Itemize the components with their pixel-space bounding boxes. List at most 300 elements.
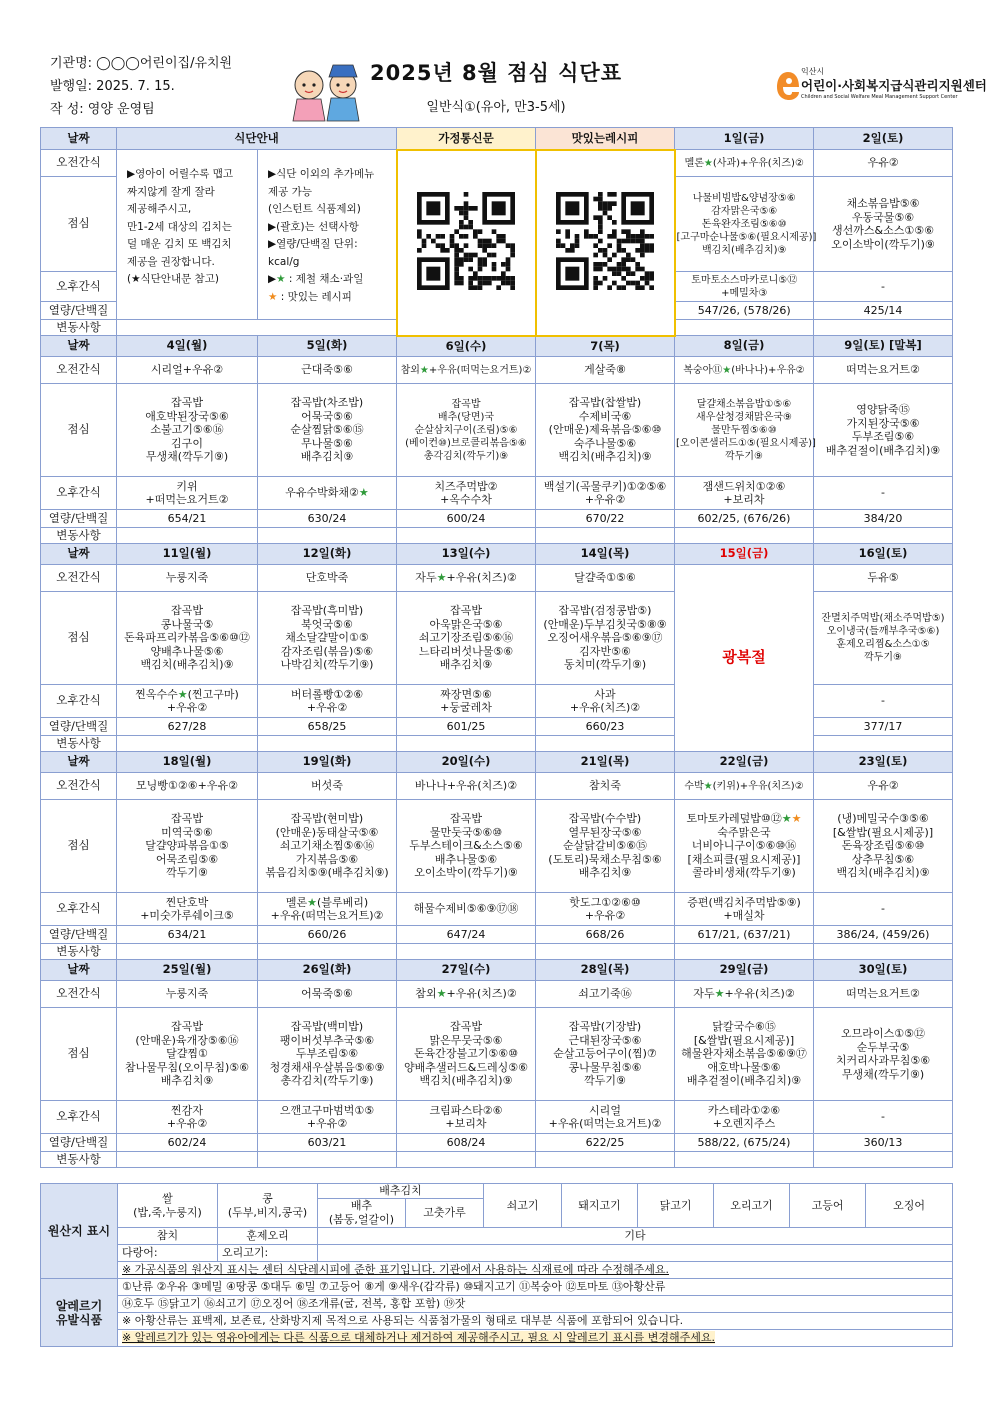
day-cal: 384/20 <box>814 510 953 528</box>
menu-line: 잡곡밥 <box>171 396 203 410</box>
menu-line: 잔멸치주먹밥(채소주먹밥⑤) <box>821 613 945 624</box>
day-pm <box>117 685 258 718</box>
day-am: 자두★+우유(치즈)② <box>675 981 814 1008</box>
menu-line: 김구이 <box>171 436 203 450</box>
menu-line: +미숫가루쉐이크⑤ <box>140 909 234 922</box>
day-am: 우유② <box>814 773 953 800</box>
day-lunch <box>675 800 814 893</box>
letter-header: 가정통신문 <box>397 128 536 150</box>
menu-line: 치즈주먹밥② <box>434 479 498 493</box>
logo-city: 익산시 <box>801 67 825 76</box>
row-label-change: 변동사항 <box>41 320 117 336</box>
day-lunch <box>258 384 397 477</box>
date-header-row <box>41 752 953 773</box>
menu-line: 찐감자 <box>171 1103 203 1117</box>
day-header: 14일(목) <box>536 544 675 565</box>
allergy-line3: ※ 아황산류는 표백제, 보존료, 산화방지제 목적으로 사용되는 식품첨가물의 형태로 대부분 식품에 포함되어 있습니다. <box>118 1313 953 1330</box>
menu-line: 무생채(깍두기⑨) <box>145 450 229 464</box>
menu-line: 애호박된장국⑤⑥ <box>145 409 229 423</box>
origin-pork: 돼지고기 <box>562 1184 638 1228</box>
day-change <box>117 528 258 544</box>
menu-line: (안매운)두부김칫국⑤⑧⑨ <box>543 617 667 631</box>
guide-line: ▶★ : 제철 채소·과일 <box>268 273 364 285</box>
day-pm <box>258 477 397 510</box>
menu-line: 영양닭죽⑮ <box>856 403 910 416</box>
row-label-pm: 오후간식 <box>41 893 117 926</box>
date-header-row <box>41 960 953 981</box>
guide-header: 식단안내 <box>117 128 397 150</box>
menu-line: (안매운)동태살국⑤⑥ <box>275 825 379 839</box>
day-header: 8일(금) <box>675 336 814 357</box>
menu-line: 물만둣국⑤⑥⑩ <box>429 825 503 839</box>
menu-line: 잡곡밥 <box>171 604 203 618</box>
day-am: 달걀죽①⑤⑥ <box>536 565 675 592</box>
day-change <box>536 528 675 544</box>
row-label-change: 변동사항 <box>41 528 117 544</box>
origin-chili: 고춧가루 <box>406 1199 484 1228</box>
menu-line: - <box>881 902 885 916</box>
menu-line: (안매운)육개장⑤⑥⑯ <box>135 1033 239 1047</box>
day2-cal: 425/14 <box>814 302 953 320</box>
day-change <box>397 1152 536 1168</box>
origin-duck2: 오리고기: <box>218 1245 318 1262</box>
day-change <box>258 528 397 544</box>
menu-line: 두부스테이크&소스⑤⑥ <box>409 839 523 853</box>
day-lunch <box>397 800 536 893</box>
menu-line: 청경채새우살볶음⑤⑥⑨ <box>269 1060 385 1074</box>
menu-line: 백김치(배추김치)⑨ <box>836 866 930 880</box>
menu-line: 잡곡밥 <box>450 604 482 618</box>
day-pm <box>397 893 536 926</box>
menu-line: 근대된장국⑤⑥ <box>568 1033 642 1047</box>
day-pm <box>536 1101 675 1134</box>
menu-line: 배추김치⑨ <box>300 450 354 464</box>
menu-line: 오이소박이(깍두기)⑨ <box>831 237 935 251</box>
lunch-row <box>41 1008 953 1101</box>
menu-line: +보리차 <box>445 1117 487 1130</box>
menu-line: 아욱맑은국⑤⑥ <box>429 617 503 631</box>
menu-line: 채소볶음밥⑤⑥ <box>846 197 920 210</box>
calorie-row <box>41 926 953 944</box>
menu-line: +메밀차③ <box>721 287 768 299</box>
day-header: 29일(금) <box>675 960 814 981</box>
menu-line: 증편(백김치주먹밥⑤⑨) <box>687 895 801 909</box>
menu-line: 잡곡밥 <box>171 812 203 826</box>
day-am: 떠먹는요거트② <box>814 357 953 384</box>
recipe-qr-cell[interactable] <box>536 150 675 336</box>
day-cal: 588/22, (675/24) <box>675 1134 814 1152</box>
date-header-row <box>41 128 953 150</box>
menu-line: 맑은무뭇국⑤⑥ <box>429 1033 503 1047</box>
menu-line: 가지볶음⑤⑥ <box>295 852 359 866</box>
menu-line: 토마토카레덮밥⑩⑫★★ <box>686 812 802 826</box>
menu-line: 소불고기⑤⑥⑯ <box>150 423 224 437</box>
day-pm <box>814 893 953 926</box>
menu-line: +보리차 <box>723 493 765 506</box>
day-pm <box>258 893 397 926</box>
day-lunch <box>397 592 536 685</box>
menu-line: +옥수수차 <box>440 493 492 506</box>
menu-line: +떠먹는요거트② <box>145 493 229 506</box>
origin-mackerel: 고등어 <box>790 1184 866 1228</box>
day-header: 4일(월) <box>117 336 258 357</box>
menu-line: (베이컨⑩)브로콜리볶음⑤⑥ <box>405 437 527 449</box>
day-change <box>814 736 953 752</box>
row-label-date: 날짜 <box>41 752 117 773</box>
qr-code-icon[interactable] <box>556 192 654 290</box>
menu-line: 양배추샐러드&드레싱⑤⑥ <box>403 1060 529 1074</box>
menu-line: 어묵국⑤⑥ <box>301 409 353 423</box>
day-change <box>258 736 397 752</box>
menu-line: 우동국물⑤⑥ <box>851 210 915 224</box>
menu-line: 콜라비생채(깍두기⑨) <box>692 866 796 880</box>
day-cal: 600/24 <box>397 510 536 528</box>
menu-line: 두부조림⑤⑥ <box>295 1047 359 1061</box>
day-lunch <box>536 384 675 477</box>
day-pm <box>258 1101 397 1134</box>
guide-right <box>258 150 397 320</box>
guide-left <box>117 150 258 320</box>
origin-pollock: 다랑어: <box>118 1245 218 1262</box>
day-am: 참외★+우유(떠먹는요거트)② <box>397 357 536 384</box>
menu-line: 백김치(배추김치)⑨ <box>558 450 652 464</box>
menu-line: 카스테라①②⑥ <box>707 1103 781 1117</box>
row-label-cal: 열량/단백질 <box>41 926 117 944</box>
day-am: 어묵죽⑤⑥ <box>258 981 397 1008</box>
menu-line: 두부조림⑤⑥ <box>851 430 915 443</box>
day-header: 22일(금) <box>675 752 814 773</box>
letter-qr-cell[interactable] <box>397 150 536 336</box>
day1-change <box>675 320 814 336</box>
day-am: 복숭아⑪★(바나나)+우유② <box>675 357 814 384</box>
row-label-am: 오전간식 <box>41 565 117 592</box>
menu-line: 감자조림(볶음)⑤⑥ <box>280 644 374 658</box>
menu-line: 상추무침⑤⑥ <box>851 852 915 866</box>
day-header: 9일(토) [말복] <box>814 336 953 357</box>
menu-line: [&쌀밥(필요시제공)] <box>832 825 934 839</box>
menu-line: 돈육파프리카볶음⑤⑥⑩⑫ <box>124 631 250 645</box>
day-change <box>397 528 536 544</box>
menu-line: 돈육간장불고기⑤⑥⑩ <box>413 1047 519 1061</box>
menu-line: +오렌지주스 <box>712 1117 776 1130</box>
menu-line: 가지된장국⑤⑥ <box>846 416 920 430</box>
menu-line: 물만두찜⑤⑥⑩ <box>711 424 777 436</box>
day-pm <box>258 685 397 718</box>
menu-line: 백김치(배추김치)⑨ <box>419 1074 513 1088</box>
row-label-change: 변동사항 <box>41 1152 117 1168</box>
menu-line: 오이소박이(깍두기)⑨ <box>414 866 518 880</box>
menu-line: 백김치(배추김치)⑨ <box>140 658 234 672</box>
day-lunch <box>117 592 258 685</box>
change-row <box>41 944 953 960</box>
menu-line: 오므라이스①⑤⑫ <box>841 1027 925 1040</box>
day-header: 6일(수) <box>397 336 536 357</box>
day-pm <box>117 1101 258 1134</box>
menu-line: 해물완자채소볶음⑤⑥⑨⑰ <box>681 1047 807 1061</box>
logo-name: 어린이·사회복지급식관리지원센터 <box>801 78 987 93</box>
row-label-lunch: 점심 <box>41 592 117 685</box>
row-label-lunch: 점심 <box>41 177 117 272</box>
menu-line: 동치미(깍두기⑨) <box>563 658 647 672</box>
menu-line: - <box>881 694 885 708</box>
day1-cal: 547/26, (578/26) <box>675 302 814 320</box>
row-label-date: 날짜 <box>41 960 117 981</box>
origin-squid: 오징어 <box>866 1184 953 1228</box>
day-pm <box>814 477 953 510</box>
day-am: 버섯죽 <box>258 773 397 800</box>
page-header <box>0 0 992 125</box>
day-cal: 602/24 <box>117 1134 258 1152</box>
menu-line: 잡곡밥(찹쌀밥) <box>568 396 642 410</box>
day-change <box>675 528 814 544</box>
day-pm <box>675 893 814 926</box>
day-header: 5일(화) <box>258 336 397 357</box>
row-label-date: 날짜 <box>41 128 117 150</box>
day-lunch <box>536 800 675 893</box>
menu-line: +매실차 <box>723 909 765 922</box>
day-am: 게살죽⑧ <box>536 357 675 384</box>
guide-line: (인스턴트 식품제외) <box>268 203 361 215</box>
menu-line: 배추(당면)국 <box>437 411 495 423</box>
day-lunch <box>117 384 258 477</box>
menu-line: 양배추나물⑤⑥ <box>150 644 224 658</box>
day-header: 26일(화) <box>258 960 397 981</box>
menu-line: [오이콘샐러드①⑤(필요시제공)] <box>676 437 816 449</box>
origin-etc-value <box>318 1245 953 1262</box>
allergy-line4: ※ 알레르기가 있는 영유아에게는 다른 식품으로 대체하거나 제거하여 제공해주시고, 필요 시 알레르기 표시를 변경해주세요. <box>118 1330 953 1347</box>
day-header: 19일(화) <box>258 752 397 773</box>
day-cal: 647/24 <box>397 926 536 944</box>
row-label-lunch: 점심 <box>41 384 117 477</box>
menu-line: 나박김치(깍두기⑨) <box>280 658 374 672</box>
origin-cabbage: 배추 (봄동,얼갈이) <box>318 1199 406 1228</box>
menu-line: 배추나물⑤⑥ <box>434 852 498 866</box>
day-change <box>675 1152 814 1168</box>
day-lunch <box>814 384 953 477</box>
menu-line: 쇠고기채소찜⑤⑥⑯ <box>279 839 375 853</box>
qr-code-icon[interactable] <box>417 192 515 290</box>
menu-line: 잡곡밥 <box>171 1020 203 1034</box>
day-change <box>117 736 258 752</box>
menu-line: +우유② <box>584 909 626 922</box>
row-label-change: 변동사항 <box>41 736 117 752</box>
menu-line: 달걀양파볶음①⑤ <box>145 839 229 853</box>
day-cal: 608/24 <box>397 1134 536 1152</box>
menu-line: 배추김치⑨ <box>160 1074 214 1088</box>
pm-snack-row <box>41 477 953 510</box>
recipe-header: 맛있는레시피 <box>536 128 675 150</box>
am-snack-row <box>41 981 953 1008</box>
lunch-row <box>41 800 953 893</box>
menu-line: 북엇국⑤⑥ <box>301 617 353 631</box>
menu-line: 팽이버섯부추국⑤⑥ <box>279 1033 375 1047</box>
day-change <box>536 944 675 960</box>
row-label-pm: 오후간식 <box>41 272 117 302</box>
menu-line: 키위 <box>176 479 198 493</box>
row-label-change: 변동사항 <box>41 944 117 960</box>
row-label-am: 오전간식 <box>41 150 117 177</box>
menu-line: +둥굴레차 <box>440 701 492 714</box>
origin-smoked-duck: 훈제오리 <box>218 1228 318 1245</box>
menu-line: 배추김치⑨ <box>578 866 632 880</box>
menu-line: 잡곡밥 <box>450 1020 482 1034</box>
origin-rice: 쌀 (밥,죽,누룽지) <box>118 1184 218 1228</box>
am-snack-row <box>41 565 953 592</box>
menu-line: 배추겉절이(배추김치)⑨ <box>686 1074 802 1088</box>
day-lunch <box>814 592 953 685</box>
menu-line: 잡곡밥(수수밥) <box>568 812 642 826</box>
day-cal: 660/26 <box>258 926 397 944</box>
menu-line: 잡곡밥(기장밥) <box>568 1020 642 1034</box>
menu-line: 쇠고기장조림⑤⑥⑯ <box>418 631 514 645</box>
calorie-row <box>41 510 953 528</box>
origin-note: ※ 가공식품의 원산지 표시는 센터 식단레시피에 준한 표기입니다. 기관에서 사용하는 식재료에 따라 수정해주세요. <box>118 1262 953 1279</box>
day-lunch <box>397 384 536 477</box>
menu-line: 잡곡밥(검정콩밥⑤) <box>558 604 652 618</box>
org-name: 기관명: ◯◯◯어린이집/유치원 <box>50 56 233 71</box>
day-cal: 386/24, (459/26) <box>814 926 953 944</box>
row-label-cal: 열량/단백질 <box>41 510 117 528</box>
day-pm <box>397 477 536 510</box>
menu-line: 순살찜닭⑤⑥⑮ <box>290 423 364 437</box>
day-cal: 654/21 <box>117 510 258 528</box>
day-change <box>117 944 258 960</box>
day-cal: 660/23 <box>536 718 675 736</box>
day-lunch <box>117 800 258 893</box>
day-pm <box>536 477 675 510</box>
center-logo-icon <box>775 68 801 102</box>
menu-line: 달걀채소볶음밥①⑤⑥ <box>696 398 792 410</box>
menu-line: 버터롤빵①②⑥ <box>290 687 364 701</box>
page-title: 2025년 8월 점심 식단표 <box>370 61 622 85</box>
menu-line: 순살고등어구이(찜)⑦ <box>553 1047 657 1061</box>
row-label-cal: 열량/단백질 <box>41 718 117 736</box>
menu-line: 애호박나물⑤⑥ <box>707 1060 781 1074</box>
guide-line: 덜 매운 김치 또 백김치 <box>127 238 232 250</box>
day-pm <box>675 1101 814 1134</box>
menu-line: 미역국⑤⑥ <box>161 825 213 839</box>
menu-line: 배추김치⑨ <box>439 658 493 672</box>
origin-kimchi: 배추김치 <box>318 1184 484 1199</box>
menu-line: 총각김치(깍두기⑨) <box>280 1074 374 1088</box>
origin-beef: 쇠고기 <box>484 1184 562 1228</box>
menu-line: 새우살청경채맑은국⑨ <box>695 411 792 423</box>
origin-bean: 콩 (두부,비지,콩국) <box>218 1184 318 1228</box>
day-change <box>814 944 953 960</box>
lunch-row <box>41 592 953 685</box>
menu-line: 찐옥수수★(찐고구마) <box>135 687 239 701</box>
guide-line: ▶영아이 어릴수록 맵고 <box>127 168 234 180</box>
issue-date: 발행일: 2025. 7. 15. <box>50 79 175 94</box>
allergy-line1: ①난류 ②우유 ③메밀 ④땅콩 ⑤대두 ⑥밀 ⑦고등어 ⑧게 ⑨새우(갑각류) ⑩돼지고기 ⑪복숭아 ⑫토마토 ⑬아황산류 <box>118 1279 953 1296</box>
menu-line: 김자반⑤⑥ <box>579 644 631 658</box>
day-cal: 377/17 <box>814 718 953 736</box>
day-lunch <box>536 1008 675 1101</box>
day1-pm <box>675 272 814 302</box>
pm-snack-row <box>41 1101 953 1134</box>
menu-line: +우유② <box>306 1117 348 1130</box>
menu-line: 콩나물무침⑤⑥ <box>568 1060 642 1074</box>
menu-line: +우유② <box>584 493 626 506</box>
page-subtitle: 일반식①(유아, 만3-5세) <box>426 100 566 115</box>
guide-line: 제공해주시고, <box>127 203 192 215</box>
day-am: 시리얼+우유② <box>117 357 258 384</box>
holiday-label: 광복절 <box>722 647 766 666</box>
menu-line: 사과 <box>594 687 616 701</box>
day-lunch <box>258 1008 397 1101</box>
menu-line: (냉)메밀국수③⑤⑥ <box>837 812 929 826</box>
menu-line: 순살닭갈비⑤⑥⑮ <box>563 839 647 853</box>
menu-line: 잡곡밥(현미밥) <box>290 812 364 826</box>
menu-line: 참나물무침(오이무침)⑤⑥ <box>124 1060 250 1074</box>
menu-line: +우유(치즈)② <box>569 701 641 714</box>
row-label-cal: 열량/단백질 <box>41 302 117 320</box>
day-header-2: 2일(토) <box>814 128 953 150</box>
menu-line: 느타리버섯나물⑤⑥ <box>418 644 514 658</box>
menu-line: +우유② <box>166 701 208 714</box>
day-header: 16일(토) <box>814 544 953 565</box>
day-pm <box>397 1101 536 1134</box>
day-cal: 668/26 <box>536 926 675 944</box>
menu-line: 달걀찜① <box>166 1047 208 1061</box>
origin-duck: 오리고기 <box>714 1184 790 1228</box>
day2-am: 우유② <box>814 150 953 177</box>
menu-line: 깍두기⑨ <box>584 1074 626 1088</box>
day-lunch <box>258 800 397 893</box>
menu-line: 백김치(배추김치)⑨ <box>702 244 787 256</box>
menu-line: 시리얼 <box>589 1103 621 1117</box>
menu-line: 너비아니구이⑤⑥⑩⑯ <box>691 839 797 853</box>
day-header: 25일(월) <box>117 960 258 981</box>
menu-line: [&쌀밥(필요시제공)] <box>693 1033 795 1047</box>
holiday-cell <box>675 565 814 752</box>
day-header: 23일(토) <box>814 752 953 773</box>
guide-line: ▶(괄호)는 선택사항 <box>268 220 359 233</box>
menu-line: 돈육완자조림⑤⑥⑩ <box>701 218 787 230</box>
menu-line: 채소달걀말이①⑤ <box>285 631 369 645</box>
day2-lunch <box>814 177 953 272</box>
day-am: 단호박죽 <box>258 565 397 592</box>
menu-line: 감자맑은국⑤⑥ <box>711 205 778 217</box>
menu-line: 나물비빔밥&양념장⑤⑥ <box>692 192 796 204</box>
day-change <box>258 944 397 960</box>
day-am: 누룽지죽 <box>117 565 258 592</box>
menu-line: 총각김치(깍두기)⑨ <box>423 450 509 462</box>
origin-etc: 기타 <box>318 1228 953 1245</box>
menu-line: (안매운)제육볶음⑤⑥⑩ <box>548 423 662 437</box>
menu-line: 콩나물국⑤ <box>160 617 214 631</box>
menu-line: 잡곡밥 <box>450 812 482 826</box>
day-header-1: 1일(금) <box>675 128 814 150</box>
menu-line: - <box>881 486 885 500</box>
day-pm <box>675 477 814 510</box>
day-am: 모닝빵①②⑥+우유② <box>117 773 258 800</box>
day-pm <box>814 685 953 718</box>
menu-line: 백설기(곡물쿠키)①②⑤⑥ <box>543 479 667 493</box>
menu-line: 잡곡밥 <box>451 398 481 410</box>
menu-line: 오징어새우볶음⑤⑥⑨⑰ <box>547 631 663 645</box>
calorie-row <box>41 718 953 736</box>
menu-line: 배추겉절이(배추김치)⑨ <box>825 443 941 457</box>
menu-line: - <box>881 1110 885 1124</box>
am-snack-row <box>41 150 953 177</box>
menu-line: 잡곡밥(백미밥) <box>290 1020 364 1034</box>
allergy-label: 알레르기 유발식품 <box>41 1279 118 1347</box>
date-header-row <box>41 544 953 565</box>
menu-line: 해물수제비⑤⑥⑨⑰⑱ <box>413 902 519 916</box>
day-cal: 670/22 <box>536 510 675 528</box>
day-header: 11일(월) <box>117 544 258 565</box>
